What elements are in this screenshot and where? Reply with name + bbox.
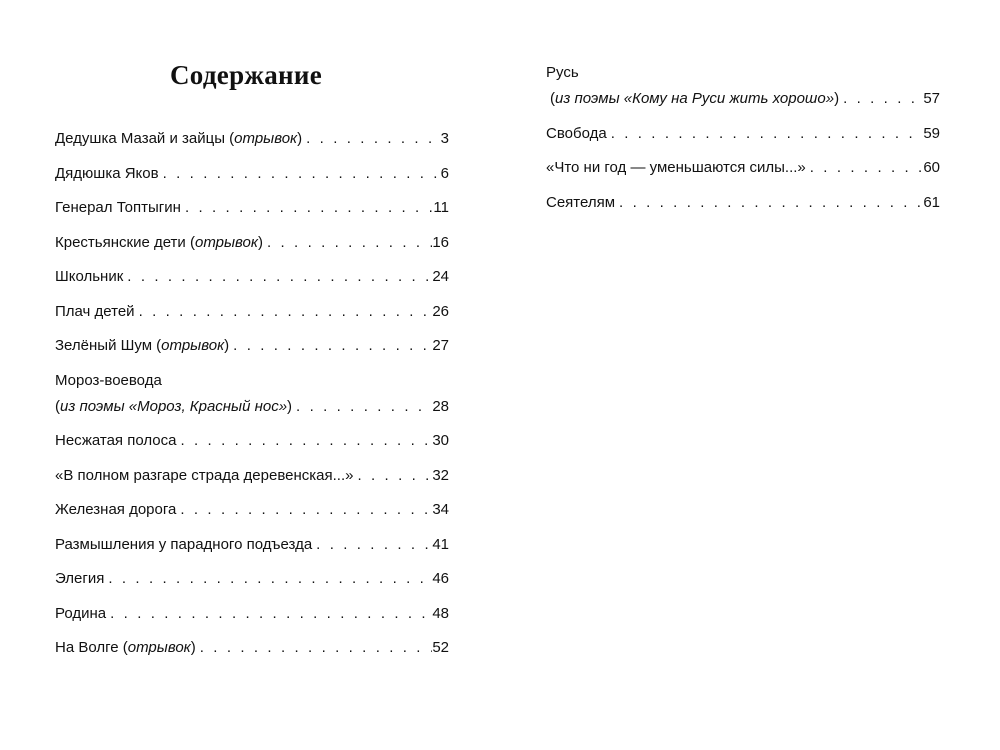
toc-leader-dots (123, 267, 432, 287)
toc-page-number: 11 (433, 199, 449, 216)
toc-entry (55, 371, 449, 417)
toc-leader-dots (181, 198, 433, 218)
toc-entry (55, 129, 449, 149)
toc-page-number: 16 (432, 233, 449, 251)
toc-entry (55, 198, 449, 218)
toc-entry-title: (из поэмы «Кому на Руси жить хорошо») (550, 90, 840, 107)
toc-leader-dots (176, 500, 432, 520)
toc-entry-title: Плач детей (55, 302, 135, 320)
toc-entry-title: Родина (55, 604, 107, 622)
toc-page-number: 46 (432, 570, 449, 587)
toc-entry (55, 302, 449, 322)
toc-leader-dots (806, 158, 924, 178)
toc-entry-title: Зелёный Шум (отрывок) (55, 337, 230, 354)
toc-entry-title: Дедушка Мазай и зайцы (отрывок) (55, 130, 303, 147)
toc-entry (546, 124, 940, 144)
toc-page-number: 6 (440, 164, 449, 182)
toc-page-number: 61 (923, 193, 940, 211)
toc-entry-title: Генерал Топтыгин (55, 199, 181, 216)
toc-page-number: 28 (432, 397, 449, 415)
toc-page-number: 30 (432, 432, 449, 449)
toc-leader-dots (312, 535, 432, 555)
toc-entry (55, 535, 449, 555)
toc-leader-dots (229, 336, 432, 356)
toc-page-number: 27 (432, 337, 449, 354)
toc-entry (55, 164, 449, 184)
toc-entry-title-first-line: Русь (546, 64, 579, 81)
toc-page-number: 60 (923, 159, 940, 176)
toc-entry-title: Несжатая полоса (55, 432, 177, 449)
toc-page-number: 24 (432, 268, 449, 285)
toc-entry-title: Дядюшка Яков (55, 164, 159, 182)
toc-leader-dots (292, 397, 432, 417)
toc-page-number: 59 (923, 124, 940, 142)
toc-leader-dots (196, 638, 433, 658)
toc-entry (546, 63, 940, 109)
toc-leader-dots (839, 89, 923, 109)
toc-page-number: 52 (432, 639, 449, 656)
toc-entry-title: Свобода (546, 124, 607, 142)
toc-entry (55, 638, 449, 658)
toc-entry (55, 569, 449, 589)
toc-entry-title: Элегия (55, 570, 105, 587)
toc-entry (55, 267, 449, 287)
toc-entry (55, 336, 449, 356)
toc-entry (55, 604, 449, 624)
toc-leader-dots (106, 604, 432, 624)
toc-entry-title: (из поэмы «Мороз, Красный нос») (55, 397, 293, 415)
toc-entry (546, 193, 940, 213)
toc-entry-title: «Что ни год — уменьшаются силы...» (546, 159, 806, 176)
toc-leader-dots (353, 466, 432, 486)
toc-entry-title: Сеятелям (546, 193, 616, 211)
toc-entry-title: Железная дорога (55, 501, 177, 518)
toc-entry-title: Размышления у парадного подъезда (55, 535, 313, 553)
toc-entry-title-first-line: Мороз-воевода (55, 371, 162, 389)
toc-entry-title: На Волге (отрывок) (55, 639, 196, 656)
toc-leader-dots (176, 431, 432, 451)
toc-entry-title: Школьник (55, 268, 124, 285)
toc-left-column (55, 129, 449, 673)
toc-entry-title: «В полном разгаре страда деревенская...» (55, 466, 354, 484)
toc-leader-dots (615, 193, 923, 213)
toc-page-number: 57 (923, 90, 940, 107)
toc-page-number: 3 (440, 130, 449, 147)
toc-page-number: 34 (432, 501, 449, 518)
toc-page-number: 48 (432, 604, 449, 622)
toc-page-number: 32 (432, 466, 449, 484)
toc-entry (55, 500, 449, 520)
toc-leader-dots (302, 129, 441, 149)
toc-leader-dots (263, 233, 432, 253)
toc-entry (546, 158, 940, 178)
page-title: Содержание (170, 60, 323, 90)
toc-leader-dots (135, 302, 433, 322)
toc-leader-dots (104, 569, 432, 589)
toc-entry (55, 233, 449, 253)
toc-entry (55, 466, 449, 486)
toc-entry (55, 431, 449, 451)
toc-page-number: 26 (432, 302, 449, 320)
toc-page-number: 41 (432, 535, 449, 553)
toc-entry-title: Крестьянские дети (отрывок) (55, 233, 263, 251)
toc-leader-dots (607, 124, 924, 144)
toc-right-column (546, 63, 940, 227)
toc-leader-dots (159, 164, 441, 184)
